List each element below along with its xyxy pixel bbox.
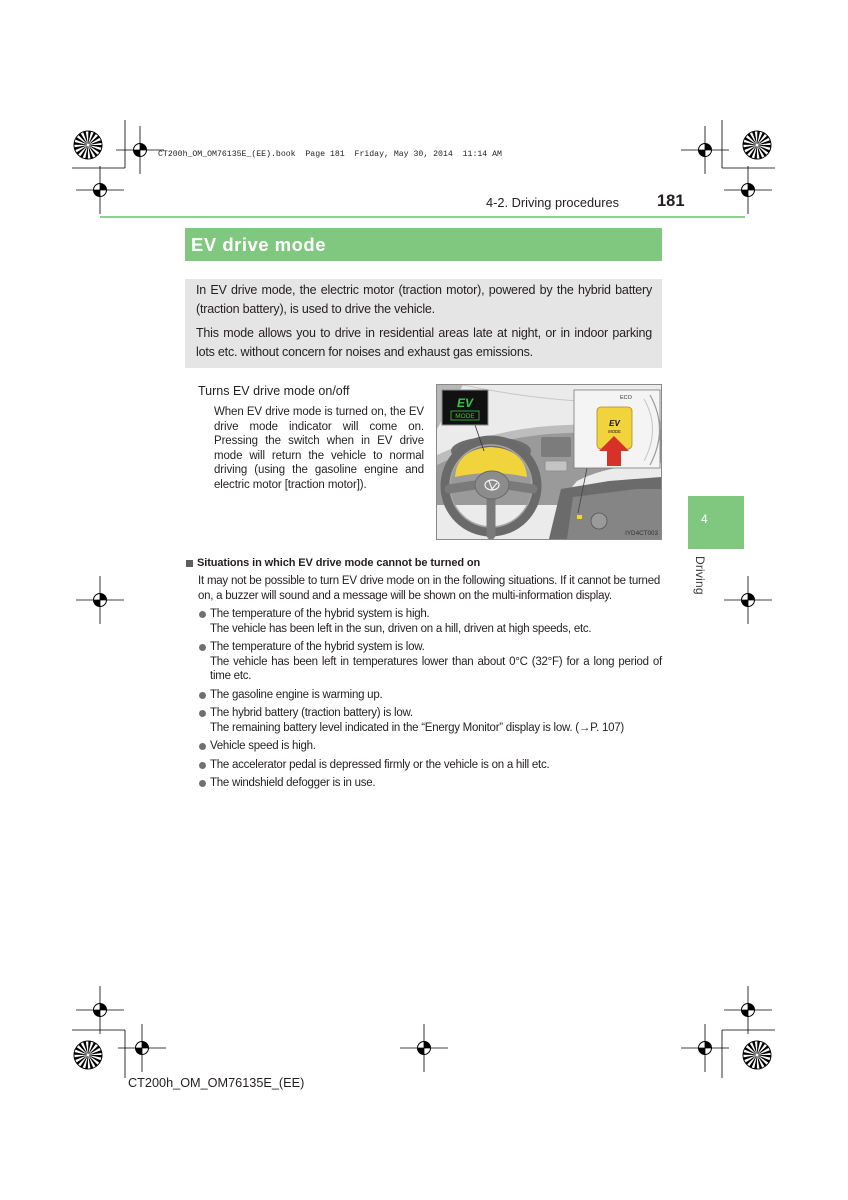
section-marker-icon — [186, 560, 193, 567]
bullet-icon — [199, 611, 206, 618]
color-bar-sunburst-top-left — [74, 131, 102, 159]
list-item-text: The hybrid battery (traction battery) is low. — [210, 707, 413, 719]
remote-touch-knob — [591, 513, 607, 529]
intro-paragraph: This mode allows you to drive in residential areas late at night, or in indoor parking lots etc. without concern for noises and exhaust gas emissions. — [196, 326, 652, 359]
page-number: 181 — [657, 192, 685, 210]
page-title: EV drive mode — [191, 234, 327, 255]
list-item-text: The temperature of the hybrid system is high. — [210, 608, 430, 620]
bullet-icon — [199, 644, 206, 651]
console-switch — [577, 515, 582, 519]
color-bar-sunburst-bottom-right — [743, 1041, 771, 1069]
section-intro: It may not be possible to turn EV drive mode on in the following situations. If it cannot be turned on, a buzzer will sound and a message will be shown on the multi-information display. — [198, 575, 660, 602]
list-item-detail: The vehicle has been left in the sun, driven on a hill, driven at high speeds, etc. — [210, 622, 592, 635]
list-item — [198, 739, 662, 754]
registration-mark-middle-right — [724, 576, 772, 624]
color-bar-sunburst-top-right — [743, 131, 771, 159]
figure-label: Turns EV drive mode on/off — [198, 384, 350, 398]
list-item-text: The accelerator pedal is depressed firmly or the vehicle is on a hill etc. — [210, 758, 550, 771]
list-item-text: The gasoline engine is warming up. — [210, 688, 383, 701]
list-item-text: The windshield defogger is in use. — [210, 777, 376, 789]
section-heading-text: Situations in which EV drive mode cannot be turned on — [197, 557, 481, 569]
registration-mark-bottom-center — [400, 1024, 448, 1072]
header-rule — [100, 216, 745, 218]
bullet-icon — [199, 743, 206, 750]
condition-list — [198, 607, 662, 791]
switch-mode-text: MODE — [608, 429, 621, 434]
list-item — [198, 706, 662, 735]
registration-mark-middle-left — [76, 576, 124, 624]
list-item — [198, 758, 662, 773]
list-item-text: The temperature of the hybrid system is low. — [210, 641, 425, 653]
eco-label: ECO — [620, 395, 632, 401]
switch-ev-text: EV — [609, 419, 620, 428]
illustration-code: IYD4CT003 — [625, 530, 658, 537]
chapter-number: 4 — [701, 512, 708, 526]
title-bar — [185, 228, 662, 261]
list-item — [198, 640, 662, 684]
color-bar-sunburst-bottom-left — [74, 1041, 102, 1069]
registration-mark-bottom-right-outer — [724, 986, 772, 1034]
ev-indicator-inset — [442, 390, 488, 425]
figure-illustration — [436, 384, 662, 540]
intro-box — [185, 279, 662, 368]
book-print-info: CT200h_OM_OM76135E_(EE).book Page 181 Friday, May 30, 2014 11:14 AM — [158, 150, 502, 159]
list-item — [198, 607, 662, 636]
ev-mode-illustration — [437, 385, 661, 539]
indicator-mode-text: MODE — [455, 413, 475, 420]
registration-mark-bottom-left-outer — [76, 986, 124, 1034]
figure-description: When EV drive mode is turned on, the EV drive mode indicator will come on. Pressing the switch when in EV drive mode will return the vehicle to normal driving (using the gasoline engine and electric motor [traction motor]). — [214, 406, 424, 491]
section-body — [198, 574, 662, 795]
ev-mode-switch-inset — [574, 390, 660, 468]
list-item-detail: The vehicle has been left in temperatures lower than about 0°C (32°F) for a long period of time etc. — [210, 655, 662, 682]
chapter-label: Driving — [693, 556, 707, 595]
list-item — [198, 688, 662, 703]
list-item-detail: The remaining battery level indicated in the “Energy Monitor” display is low. (→P. 107) — [210, 721, 624, 734]
intro-paragraph: In EV drive mode, the electric motor (traction motor), powered by the hybrid battery (traction battery), is used to drive the vehicle. — [196, 283, 652, 316]
registration-mark-top-right-outer — [724, 166, 772, 214]
air-vent — [545, 461, 567, 471]
section-heading — [186, 556, 662, 570]
center-display — [541, 437, 571, 457]
list-item-text: Vehicle speed is high. — [210, 740, 316, 752]
steering-wheel-hub — [475, 471, 509, 499]
list-item — [198, 776, 662, 791]
running-head-section: 4-2. Driving procedures — [486, 195, 620, 210]
bullet-icon — [199, 692, 206, 699]
registration-mark-top-left-inner — [116, 126, 164, 174]
bullet-icon — [199, 780, 206, 787]
registration-mark-top-left-outer — [76, 166, 124, 214]
footer-code: CT200h_OM_OM76135E_(EE) — [128, 1076, 305, 1090]
bullet-icon — [199, 710, 206, 717]
bullet-icon — [199, 762, 206, 769]
indicator-ev-text: EV — [456, 396, 474, 410]
chapter-tab — [688, 496, 744, 549]
